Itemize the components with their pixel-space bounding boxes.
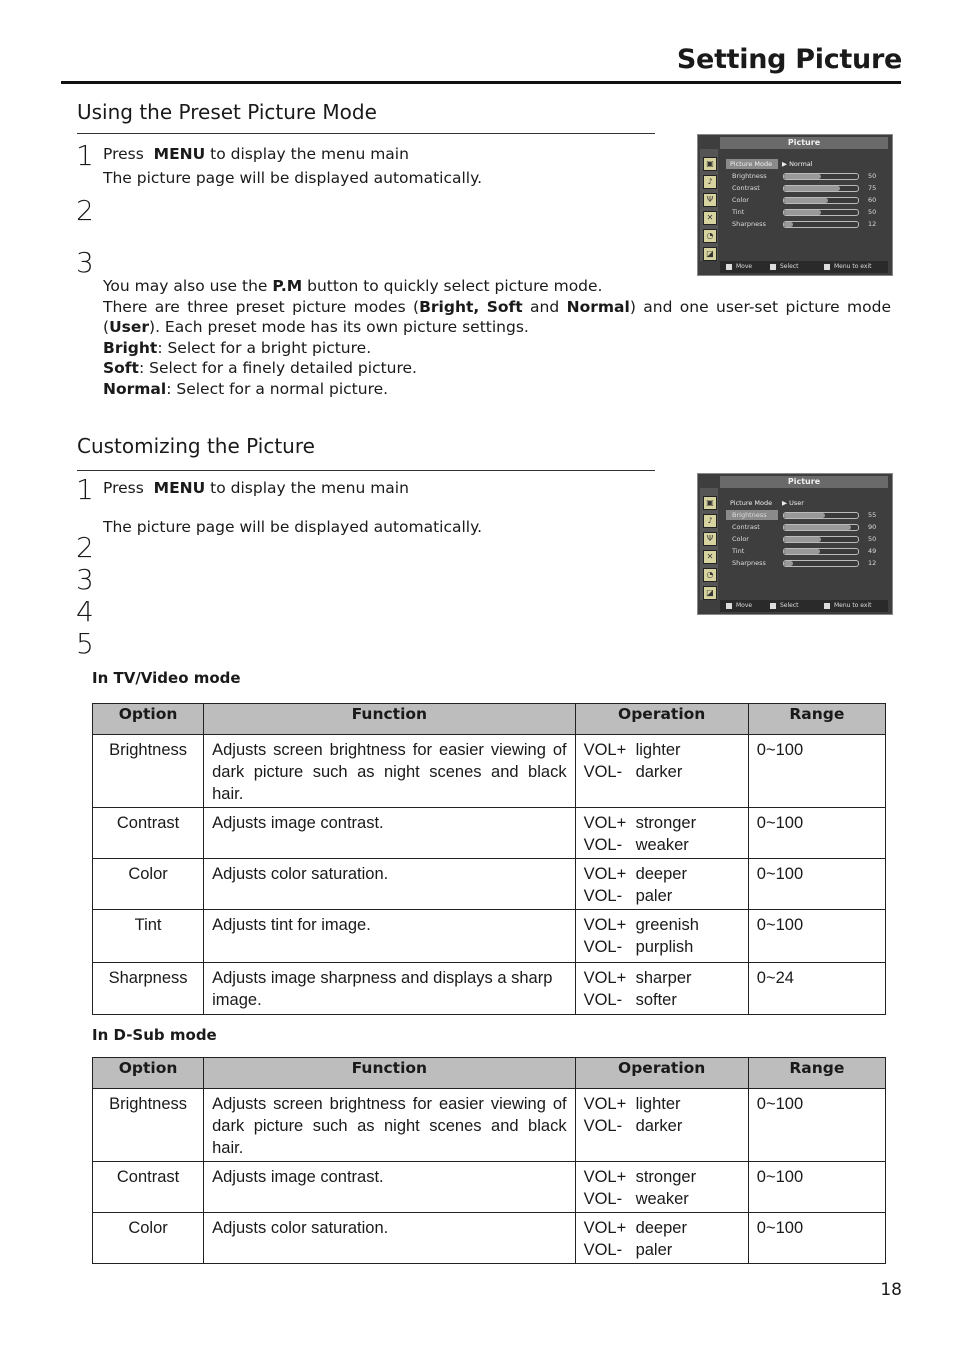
preset-step-1: 1: [76, 139, 94, 172]
osd-row-value: 50: [868, 208, 877, 216]
osd-slider-fill: [784, 549, 820, 554]
range-cell: 0~100: [748, 735, 885, 808]
function-cell: Adjusts screen brightness for easier viewing of dark picture such as night scenes and black hair.: [204, 1089, 575, 1162]
osd-slider: [783, 197, 859, 204]
header-function: Function: [204, 704, 575, 735]
tools-icon: ✕: [703, 211, 717, 225]
osd-row-value: 49: [868, 547, 877, 555]
range-cell: 0~100: [748, 1089, 885, 1162]
custom-rule: [77, 470, 655, 471]
osd-slider: [783, 524, 859, 531]
osd-mode-value: ▶ User: [782, 499, 804, 507]
osd-mode-label: Picture Mode: [730, 160, 773, 168]
osd-slider-fill: [784, 537, 821, 542]
picture-icon: ▣: [703, 157, 717, 171]
operation-cell: VOL+ deeper VOL- paler: [575, 859, 748, 910]
osd-move-label: Move: [736, 263, 753, 270]
preset-step-2: 2: [76, 194, 94, 227]
osd-row-label: Color: [732, 196, 749, 204]
osd-slider: [783, 209, 859, 216]
setup-icon: ◪: [703, 247, 717, 261]
osd-select-label: Select: [780, 263, 799, 270]
function-cell: Adjusts image contrast.: [204, 808, 575, 859]
osd-slider: [783, 536, 859, 543]
timer-icon: ◔: [703, 568, 717, 582]
operation-cell: VOL+ deeper VOL- paler: [575, 1213, 748, 1264]
osd-row-value: 55: [868, 511, 877, 519]
range-cell: 0~100: [748, 859, 885, 910]
option-cell: Brightness: [93, 735, 204, 808]
osd-row-value: 50: [868, 535, 877, 543]
function-cell: Adjusts color saturation.: [204, 1213, 575, 1264]
custom-step-4: 4: [76, 595, 94, 628]
osd-row-label: Sharpness: [732, 559, 766, 567]
header-function: Function: [204, 1058, 575, 1089]
osd-slider-fill: [784, 513, 825, 518]
menu-key-icon: [824, 264, 830, 270]
table-row: [93, 1089, 886, 1162]
pm-note: You may also use the P.M button to quickly select picture mode.: [103, 277, 603, 295]
operation-cell: VOL+ sharper VOL- softer: [575, 963, 748, 1015]
preset-step1-text: Press MENU to display the menu main: [103, 145, 409, 163]
antenna-icon: Ψ: [703, 532, 717, 546]
osd-row-value: 90: [868, 523, 877, 531]
header-operation: Operation: [575, 704, 748, 735]
osd-exit-label: Menu to exit: [834, 263, 872, 270]
move-key-icon: [726, 264, 732, 270]
function-cell: Adjusts screen brightness for easier viewing of dark picture such as night scenes and black hair.: [204, 735, 575, 808]
page-number: 18: [880, 1280, 902, 1300]
sound-icon: ♪: [703, 175, 717, 189]
dsub-mode-label: In D-Sub mode: [92, 1026, 217, 1044]
osd-row-label: Sharpness: [732, 220, 766, 228]
osd-footer: [720, 600, 888, 612]
option-cell: Tint: [93, 910, 204, 963]
custom-step-1: 1: [76, 473, 94, 506]
osd-exit-label: Menu to exit: [834, 602, 872, 609]
osd-slider-fill: [784, 561, 793, 566]
osd-move-label: Move: [736, 602, 753, 609]
menu-key-icon: [824, 603, 830, 609]
osd-row-label: Tint: [732, 208, 745, 216]
select-key-icon: [770, 264, 776, 270]
custom-step-5: 5: [76, 627, 94, 660]
table-row: [93, 910, 886, 963]
tv-mode-label: In TV/Video mode: [92, 669, 241, 687]
option-cell: Brightness: [93, 1089, 204, 1162]
osd-slider: [783, 560, 859, 567]
range-cell: 0~100: [748, 1162, 885, 1213]
header-operation: Operation: [575, 1058, 748, 1089]
preset-rule: [77, 133, 655, 134]
osd-title: Picture: [720, 476, 888, 488]
normal-desc: Normal: Select for a normal picture.: [103, 379, 389, 398]
osd-mode-label: Picture Mode: [730, 499, 773, 507]
option-cell: Contrast: [93, 808, 204, 859]
table-row: [93, 735, 886, 808]
table-row: [93, 1213, 886, 1264]
osd-sidebar: [700, 488, 718, 600]
option-cell: Contrast: [93, 1162, 204, 1213]
osd-row-value: 12: [868, 220, 877, 228]
osd-row-value: 12: [868, 559, 877, 567]
move-key-icon: [726, 603, 732, 609]
osd-row-label: Color: [732, 535, 749, 543]
dsub-mode-table: [92, 1057, 886, 1264]
table-row: [93, 963, 886, 1015]
preset-notes: [103, 276, 891, 399]
preset-step-3: 3: [76, 246, 94, 279]
range-cell: 0~100: [748, 1213, 885, 1264]
function-cell: Adjusts image contrast.: [204, 1162, 575, 1213]
option-cell: Color: [93, 1213, 204, 1264]
osd-slider: [783, 512, 859, 519]
osd-slider-fill: [784, 222, 793, 227]
function-cell: Adjusts image sharpness and displays a sharp image.: [204, 963, 575, 1015]
picture-icon: ▣: [703, 496, 717, 510]
osd-slider-fill: [784, 525, 851, 530]
osd-mode-value: ▶ Normal: [782, 160, 813, 168]
table-header-row: [93, 704, 886, 735]
osd-slider-fill: [784, 198, 828, 203]
operation-cell: VOL+ lighter VOL- darker: [575, 1089, 748, 1162]
preset-step1-line2: The picture page will be displayed automatically.: [103, 169, 483, 187]
bright-desc: Bright: Select for a bright picture.: [103, 338, 372, 357]
osd-row-label: Tint: [732, 547, 745, 555]
option-cell: Sharpness: [93, 963, 204, 1015]
function-cell: Adjusts color saturation.: [204, 859, 575, 910]
timer-icon: ◔: [703, 229, 717, 243]
osd-select-label: Select: [780, 602, 799, 609]
osd-title: Picture: [720, 137, 888, 149]
osd-row-label: Contrast: [732, 184, 760, 192]
table-row: [93, 1162, 886, 1213]
custom-heading: Customizing the Picture: [77, 434, 315, 458]
custom-step1-line2: The picture page will be displayed automatically.: [103, 518, 483, 536]
osd-row-label: Brightness: [732, 511, 767, 519]
osd-row-value: 60: [868, 196, 877, 204]
title-rule: [61, 81, 901, 84]
table-header-row: [93, 1058, 886, 1089]
osd-row-value: 75: [868, 184, 877, 192]
osd-slider: [783, 548, 859, 555]
range-cell: 0~24: [748, 963, 885, 1015]
custom-step-3: 3: [76, 563, 94, 596]
osd-slider: [783, 185, 859, 192]
osd-slider-fill: [784, 174, 821, 179]
page-title: Setting Picture: [676, 44, 902, 75]
table-row: [93, 808, 886, 859]
operation-cell: VOL+ stronger VOL- weaker: [575, 1162, 748, 1213]
header-range: Range: [748, 704, 885, 735]
osd-slider: [783, 173, 859, 180]
osd-row-label: Contrast: [732, 523, 760, 531]
modes-description: There are three preset picture modes (Bright, Soft and Normal) and one user-set picture mode (User). Each preset mode has its own picture settings.: [103, 297, 891, 336]
operation-cell: VOL+ lighter VOL- darker: [575, 735, 748, 808]
tools-icon: ✕: [703, 550, 717, 564]
custom-step1-text: Press MENU to display the menu main: [103, 479, 409, 497]
table-row: [93, 859, 886, 910]
header-option: Option: [93, 704, 204, 735]
osd-menu-preset: [697, 134, 893, 276]
osd-slider-fill: [784, 186, 840, 191]
soft-desc: Soft: Select for a finely detailed picture.: [103, 359, 417, 377]
osd-menu-custom: [697, 473, 893, 615]
sound-icon: ♪: [703, 514, 717, 528]
header-option: Option: [93, 1058, 204, 1089]
function-cell: Adjusts tint for image.: [204, 910, 575, 963]
header-range: Range: [748, 1058, 885, 1089]
operation-cell: VOL+ stronger VOL- weaker: [575, 808, 748, 859]
range-cell: 0~100: [748, 910, 885, 963]
option-cell: Color: [93, 859, 204, 910]
osd-row-label: Brightness: [732, 172, 767, 180]
select-key-icon: [770, 603, 776, 609]
osd-sidebar: [700, 149, 718, 261]
tv-mode-table: [92, 703, 886, 1015]
operation-cell: VOL+ greenish VOL- purplish: [575, 910, 748, 963]
preset-heading: Using the Preset Picture Mode: [77, 100, 377, 124]
custom-step-2: 2: [76, 531, 94, 564]
osd-slider-fill: [784, 210, 821, 215]
osd-row-value: 50: [868, 172, 877, 180]
range-cell: 0~100: [748, 808, 885, 859]
setup-icon: ◪: [703, 586, 717, 600]
osd-footer: [720, 261, 888, 273]
antenna-icon: Ψ: [703, 193, 717, 207]
osd-slider: [783, 221, 859, 228]
